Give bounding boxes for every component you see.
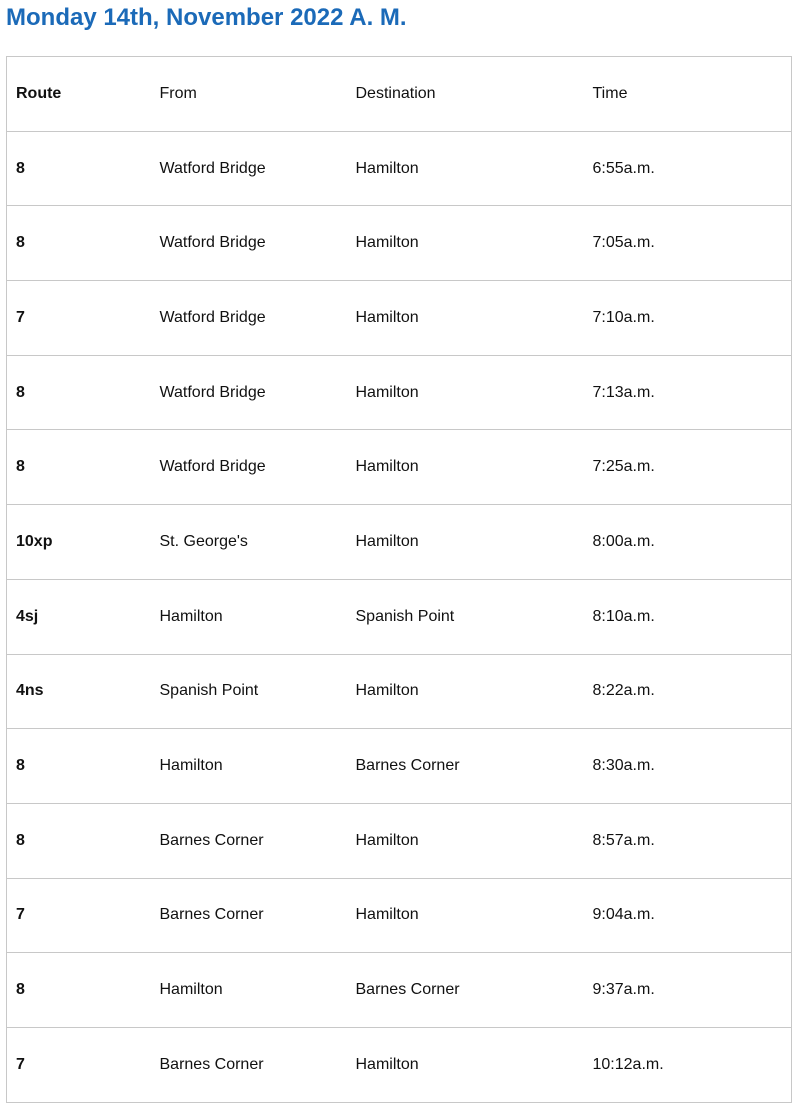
route-cell: 8 <box>7 729 151 804</box>
time-cell: 7:25a.m. <box>584 430 792 505</box>
header-time: Time <box>584 57 792 132</box>
route-cell: 8 <box>7 355 151 430</box>
table-header-row <box>7 57 792 132</box>
destination-cell: Barnes Corner <box>347 729 584 804</box>
table-row <box>7 131 792 206</box>
from-cell: Barnes Corner <box>151 803 347 878</box>
time-cell: 7:05a.m. <box>584 206 792 281</box>
time-cell: 8:10a.m. <box>584 579 792 654</box>
time-cell: 9:37a.m. <box>584 953 792 1028</box>
table-row <box>7 1027 792 1102</box>
from-cell: Watford Bridge <box>151 355 347 430</box>
table-row <box>7 579 792 654</box>
header-from: From <box>151 57 347 132</box>
table-row <box>7 878 792 953</box>
time-cell: 8:00a.m. <box>584 505 792 580</box>
destination-cell: Hamilton <box>347 355 584 430</box>
header-destination: Destination <box>347 57 584 132</box>
table-row <box>7 803 792 878</box>
route-cell: 8 <box>7 953 151 1028</box>
from-cell: Barnes Corner <box>151 878 347 953</box>
time-cell: 8:22a.m. <box>584 654 792 729</box>
destination-cell: Hamilton <box>347 803 584 878</box>
table-row <box>7 281 792 356</box>
table-row <box>7 206 792 281</box>
bus-schedule-table <box>6 56 792 1103</box>
from-cell: Watford Bridge <box>151 430 347 505</box>
destination-cell: Hamilton <box>347 206 584 281</box>
destination-cell: Spanish Point <box>347 579 584 654</box>
destination-cell: Hamilton <box>347 1027 584 1102</box>
destination-cell: Hamilton <box>347 430 584 505</box>
time-cell: 10:12a.m. <box>584 1027 792 1102</box>
from-cell: Spanish Point <box>151 654 347 729</box>
table-row <box>7 430 792 505</box>
destination-cell: Hamilton <box>347 131 584 206</box>
time-cell: 7:10a.m. <box>584 281 792 356</box>
route-cell: 7 <box>7 1027 151 1102</box>
route-cell: 4sj <box>7 579 151 654</box>
from-cell: Hamilton <box>151 729 347 804</box>
table-row <box>7 505 792 580</box>
from-cell: Watford Bridge <box>151 281 347 356</box>
from-cell: Hamilton <box>151 953 347 1028</box>
header-route: Route <box>7 57 151 132</box>
time-cell: 8:57a.m. <box>584 803 792 878</box>
table-row <box>7 355 792 430</box>
table-row <box>7 654 792 729</box>
table-body <box>7 131 792 1102</box>
schedule-table-container <box>6 56 791 1103</box>
table-row <box>7 729 792 804</box>
route-cell: 7 <box>7 878 151 953</box>
destination-cell: Hamilton <box>347 505 584 580</box>
from-cell: Watford Bridge <box>151 206 347 281</box>
destination-cell: Barnes Corner <box>347 953 584 1028</box>
route-cell: 8 <box>7 803 151 878</box>
route-cell: 10xp <box>7 505 151 580</box>
from-cell: Barnes Corner <box>151 1027 347 1102</box>
route-cell: 8 <box>7 206 151 281</box>
table-row <box>7 953 792 1028</box>
time-cell: 7:13a.m. <box>584 355 792 430</box>
from-cell: Hamilton <box>151 579 347 654</box>
route-cell: 8 <box>7 131 151 206</box>
time-cell: 8:30a.m. <box>584 729 792 804</box>
route-cell: 4ns <box>7 654 151 729</box>
time-cell: 6:55a.m. <box>584 131 792 206</box>
page-title: Monday 14th, November 2022 A. M. <box>6 4 407 31</box>
route-cell: 8 <box>7 430 151 505</box>
destination-cell: Hamilton <box>347 281 584 356</box>
time-cell: 9:04a.m. <box>584 878 792 953</box>
route-cell: 7 <box>7 281 151 356</box>
destination-cell: Hamilton <box>347 654 584 729</box>
from-cell: Watford Bridge <box>151 131 347 206</box>
destination-cell: Hamilton <box>347 878 584 953</box>
from-cell: St. George's <box>151 505 347 580</box>
